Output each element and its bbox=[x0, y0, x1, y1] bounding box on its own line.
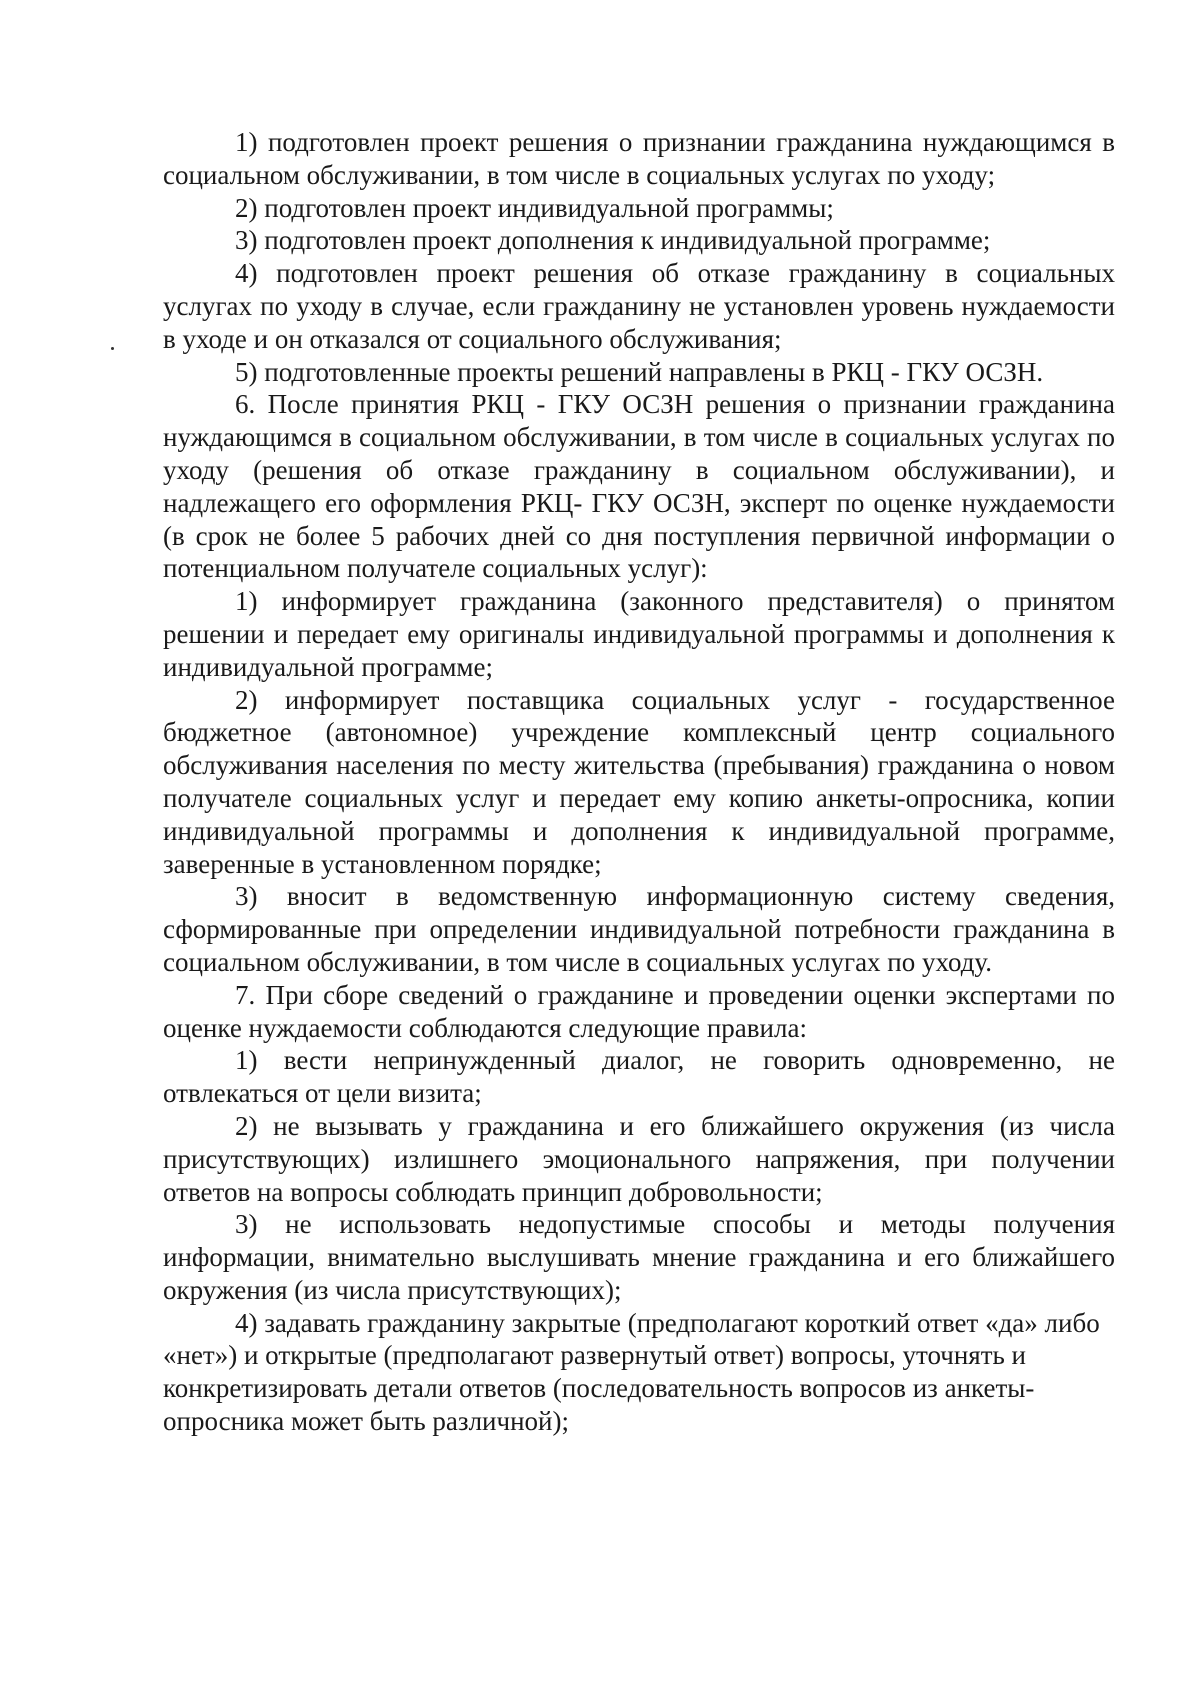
paragraph: 1) вести непринужденный диалог, не говорить одновременно, не отвлекаться от цели визита; bbox=[163, 1045, 1115, 1109]
paragraph: 4) подготовлен проект решения об отказе гражданину в социальных услугах по уходу в случае, если гражданину не установлен уровень нуждаемости в уходе и он отказался от социального обслуживания; bbox=[163, 258, 1115, 354]
scan-speck bbox=[111, 347, 114, 350]
paragraph: 2) информирует поставщика социальных услуг - государственное бюджетное (автономное) учреждение комплексный центр социального обслуживания населения по месту жительства (пребывания) гражданина о новом получателе социальных услуг и передает ему копию анкеты-опросника, копии индивидуальной программы и дополнения к индивидуальной программе, заверенные в установленном порядке; bbox=[163, 684, 1115, 879]
paragraph: 3) не использовать недопустимые способы и методы получения информации, внимательно выслушивать мнение гражданина и его ближайшего окружения (из числа присутствующих); bbox=[163, 1209, 1115, 1305]
paragraph: 1) информирует гражданина (законного представителя) о принятом решении и передает ему оригиналы индивидуальной программы и дополнения к индивидуальной программе; bbox=[163, 586, 1115, 682]
paragraph: 4) задавать гражданину закрытые (предполагают короткий ответ «да» либо «нет») и открытые (предполагают развернутый ответ) вопросы, уточнять и конкретизировать детали ответов (последовательность вопросов из анкеты-опросника может быть различной); bbox=[163, 1307, 1100, 1437]
paragraph: 3) вносит в ведомственную информационную систему сведения, сформированные при определении индивидуальной потребности гражданина в социальном обслуживании, в том числе в социальных услугах по уходу. bbox=[163, 881, 1115, 977]
document-body bbox=[163, 126, 1115, 1438]
paragraph: 5) подготовленные проекты решений направлены в РКЦ - ГКУ ОСЗН. bbox=[235, 356, 1044, 387]
paragraph: 6. После принятия РКЦ - ГКУ ОСЗН решения о признании гражданина нуждающимся в социальном обслуживании, в том числе в социальных услугах по уходу (решения об отказе гражданину в социальном обслуживании), и надлежащего его оформления РКЦ- ГКУ ОСЗН, эксперт по оценке нуждаемости (в срок не более 5 рабочих дней со дня поступления первичной информации о потенциальном получателе социальных услуг): bbox=[163, 389, 1115, 584]
paragraph: 3) подготовлен проект дополнения к индивидуальной программе; bbox=[235, 225, 991, 256]
paragraph: 1) подготовлен проект решения о признании гражданина нуждающимся в социальном обслуживании, в том числе в социальных услугах по уходу; bbox=[163, 127, 1115, 190]
paragraph: 7. При сборе сведений о гражданине и проведении оценки экспертами по оценке нуждаемости соблюдаются следующие правила: bbox=[163, 979, 1115, 1043]
paragraph: 2) не вызывать у гражданина и его ближайшего окружения (из числа присутствующих) излишнего эмоционального напряжения, при получении ответов на вопросы соблюдать принцип добровольности; bbox=[163, 1110, 1115, 1207]
paragraph: 2) подготовлен проект индивидуальной программы; bbox=[235, 192, 834, 223]
